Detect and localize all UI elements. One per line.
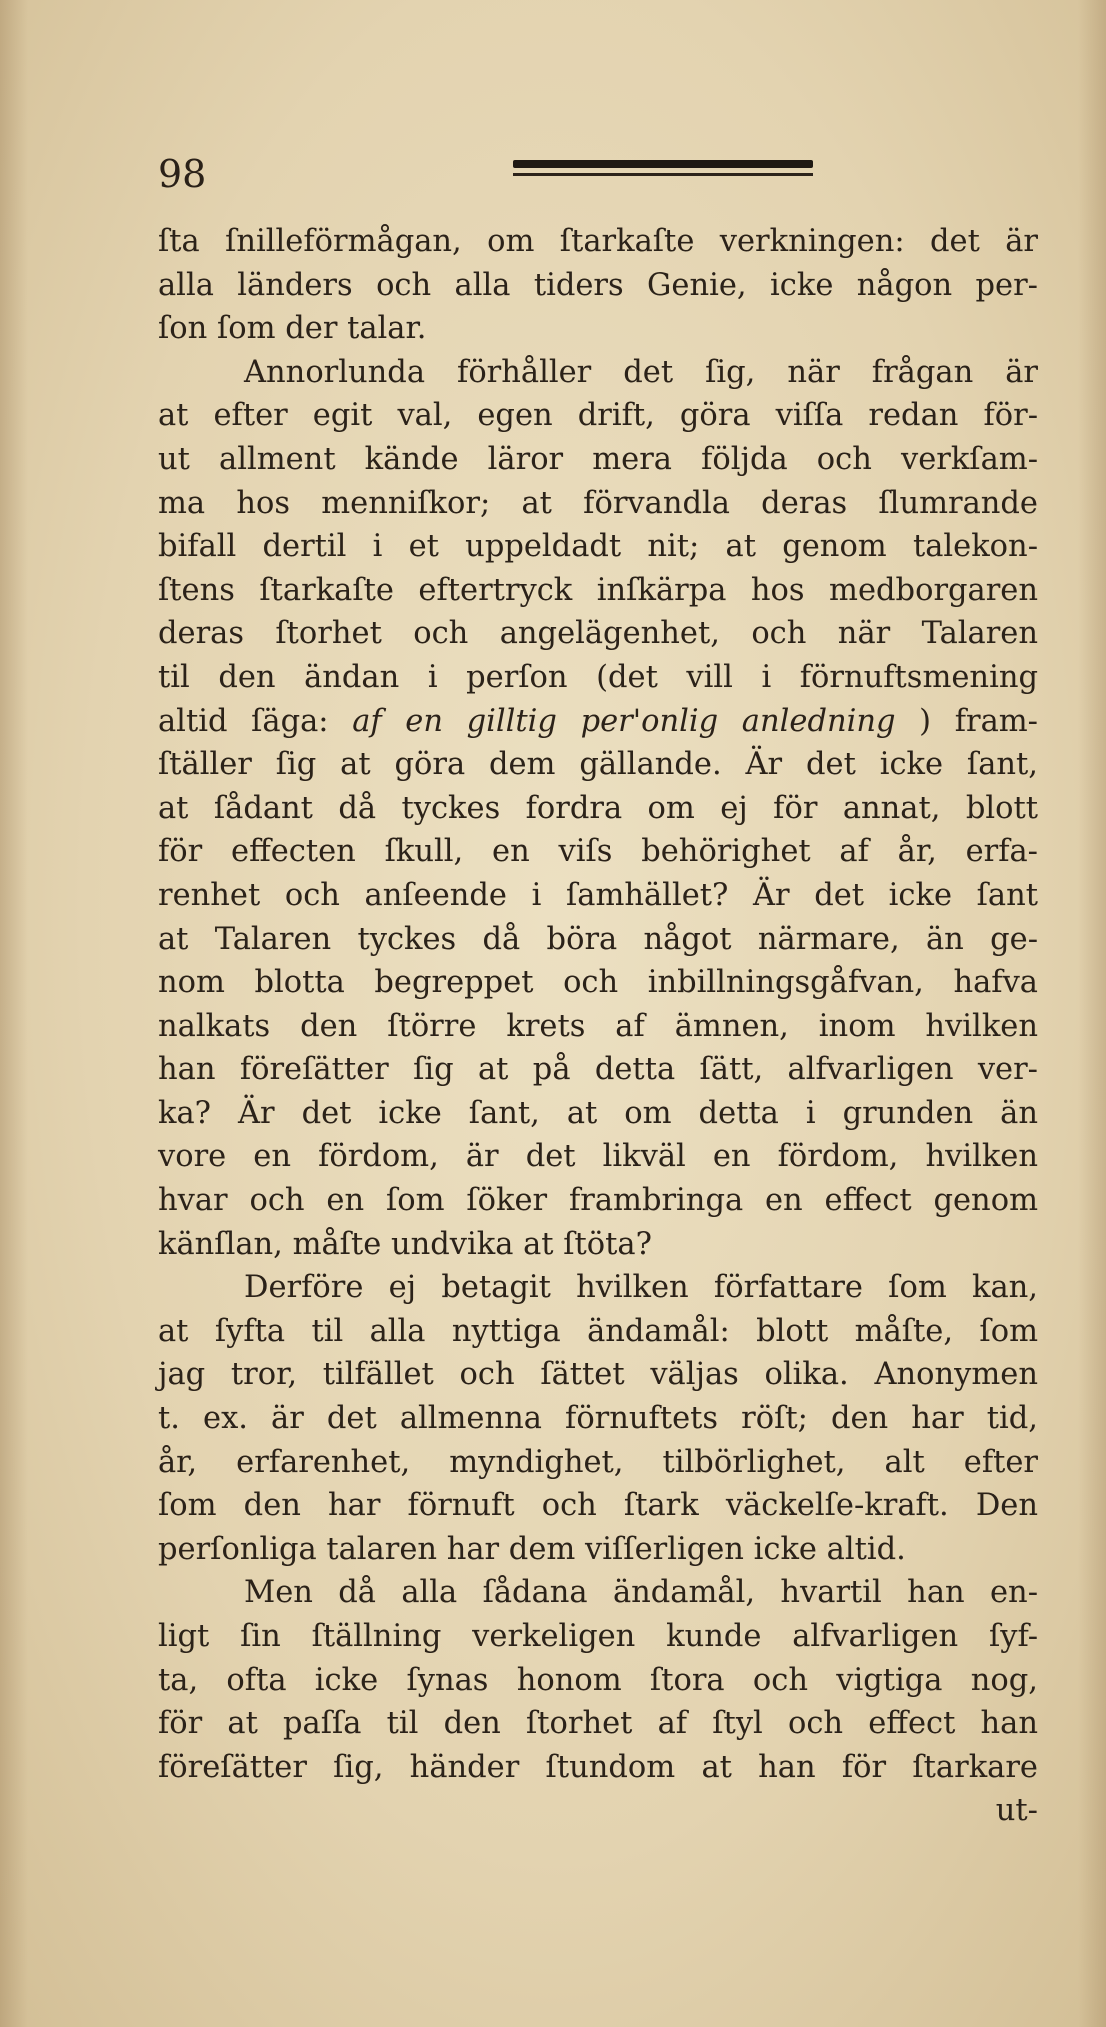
- text-line-content: t. ex. är det allmenna förnuftets röſt; den har tid,: [158, 1401, 1038, 1437]
- text-line-content: ut allment kände läror mera följda och verkſam-: [158, 441, 1038, 477]
- text-line-content: renhet och anſeende i ſamhället? Är det icke ſant: [158, 877, 1038, 913]
- page-header: [158, 152, 1038, 212]
- page-number: 98: [158, 152, 207, 196]
- text-line-content: ut-: [995, 1793, 1038, 1829]
- text-line-content: deras ſtorhet och angelägenhet, och när Talaren: [158, 616, 1038, 652]
- header-rule-thick: [513, 160, 813, 168]
- text-line: [158, 1005, 1038, 1049]
- text-line-content: vore en fördom, är det likväl en fördom, hvilken: [158, 1139, 1038, 1175]
- text-line-content: ſon ſom der talar.: [158, 311, 427, 347]
- text-line-content: at ſyfta til alla nyttiga ändamål: blott måſte, ſom: [158, 1313, 1038, 1349]
- text-line-content: känſlan, måſte undvika at ſtöta?: [158, 1226, 652, 1262]
- text-line-content: altid ſäga:: [158, 703, 353, 739]
- text-line: [158, 1441, 1038, 1485]
- text-line: [158, 787, 1038, 831]
- header-rule-thin: [513, 173, 813, 176]
- text-line-content: han föreſätter ſig at på detta ſätt, alfvarligen ver-: [158, 1052, 1038, 1088]
- text-line-content: alla länders och alla tiders Genie, icke någon per-: [158, 267, 1038, 303]
- text-line: [158, 1484, 1038, 1528]
- text-line-content: jag tror, tilfället och ſättet väljas olika. Anonymen: [158, 1357, 1038, 1393]
- text-line: [158, 874, 1038, 918]
- text-line: [158, 961, 1038, 1005]
- text-line-content: för at paſſa til den ſtorhet af ſtyl och effect han: [158, 1706, 1038, 1742]
- text-line-content: föreſätter ſig, händer ſtundom at han för ſtarkare: [158, 1749, 1038, 1785]
- text-line: [158, 307, 1038, 351]
- text-line-content: Derföre ej betagit hvilken författare ſom kan,: [244, 1270, 1038, 1306]
- text-line: [158, 830, 1038, 874]
- text-line: [158, 438, 1038, 482]
- text-line: [158, 743, 1038, 787]
- text-line: [158, 264, 1038, 308]
- text-line-content: nalkats den ſtörre krets af ämnen, inom hvilken: [158, 1008, 1038, 1044]
- text-line-content: ka? Är det icke ſant, at om detta i grunden än: [158, 1095, 1038, 1131]
- text-line: [158, 1615, 1038, 1659]
- text-line-content: at ſådant då tyckes fordra om ej för annat, blott: [158, 790, 1038, 826]
- text-line-content: för effecten ſkull, en viſs behörighet af år, erfa-: [158, 834, 1038, 870]
- text-line-content: ta, ofta icke ſynas honom ſtora och vigtiga nog,: [158, 1662, 1038, 1698]
- text-line: [158, 918, 1038, 962]
- text-line-content: at efter egit val, egen drift, göra viſſa redan för-: [158, 398, 1038, 434]
- text-line-content: år, erfarenhet, myndighet, tilbörlighet, alt efter: [158, 1444, 1038, 1480]
- text-line-content: ſta ſnilleförmågan, om ſtarkaſte verkningen: det är: [158, 224, 1038, 259]
- text-line-content: ſtäller ſig at göra dem gällande. Är det icke ſant,: [158, 747, 1038, 783]
- header-rule: [513, 160, 813, 176]
- text-line: [158, 220, 1038, 264]
- text-line: [158, 1659, 1038, 1703]
- text-line-content: hvar och en ſom ſöker frambringa en effect genom: [158, 1183, 1038, 1219]
- text-line-content: ma hos menniſkor; at förvandla deras ſlumrande: [158, 485, 1038, 521]
- text-line-italic: af en gilltig per'onlig anledning: [352, 703, 896, 739]
- text-line-content: ligt ſin ſtällning verkeligen kunde alfvarligen ſyf-: [158, 1619, 1038, 1654]
- text-line: [158, 1789, 1038, 1833]
- text-line: [158, 1179, 1038, 1223]
- text-line-content: perſonliga talaren har dem viſſerligen icke altid.: [158, 1531, 906, 1567]
- text-line-content: ſtens ſtarkaſte eftertryck inſkärpa hos medborgaren: [158, 572, 1038, 608]
- text-line-content: til den ändan i perſon (det vill i förnuftsmening: [158, 659, 1038, 695]
- page-edge-shadow-left: [0, 0, 28, 2027]
- text-line: [158, 569, 1038, 613]
- text-line-content: at Talaren tyckes då böra något närmare, än ge-: [158, 921, 1038, 957]
- text-line: [158, 1571, 1038, 1615]
- text-line: [158, 1048, 1038, 1092]
- text-line-content: nom blotta begreppet och inbillningsgåfvan, hafva: [158, 965, 1038, 1001]
- text-line: [158, 700, 1038, 744]
- text-line: [158, 351, 1038, 395]
- text-line-content: bifall dertil i et uppeldadt nit; at genom talekon-: [158, 529, 1038, 565]
- text-line: [158, 1310, 1038, 1354]
- text-line-content-after: ) fram-: [919, 703, 1038, 739]
- text-line-content: Men då alla ſådana ändamål, hvartil han en-: [244, 1575, 1038, 1611]
- text-line: [158, 1135, 1038, 1179]
- text-line: [158, 1746, 1038, 1790]
- text-line: [158, 1266, 1038, 1310]
- text-line: [158, 1528, 1038, 1572]
- text-line: [158, 1092, 1038, 1136]
- body-text: [158, 220, 1038, 1833]
- text-line: [158, 525, 1038, 569]
- page-edge-shadow-right: [1078, 0, 1106, 2027]
- text-line: [158, 1353, 1038, 1397]
- text-line: [158, 1397, 1038, 1441]
- text-line: [158, 394, 1038, 438]
- text-line: [158, 482, 1038, 526]
- text-line: [158, 1223, 1038, 1267]
- text-line: [158, 1702, 1038, 1746]
- text-line: [158, 656, 1038, 700]
- text-line: [158, 612, 1038, 656]
- text-line-content: ſom den har förnuft och ſtark väckelſe-kraft. Den: [158, 1488, 1038, 1524]
- text-line-content: Annorlunda förhåller det ſig, när frågan är: [244, 354, 1038, 390]
